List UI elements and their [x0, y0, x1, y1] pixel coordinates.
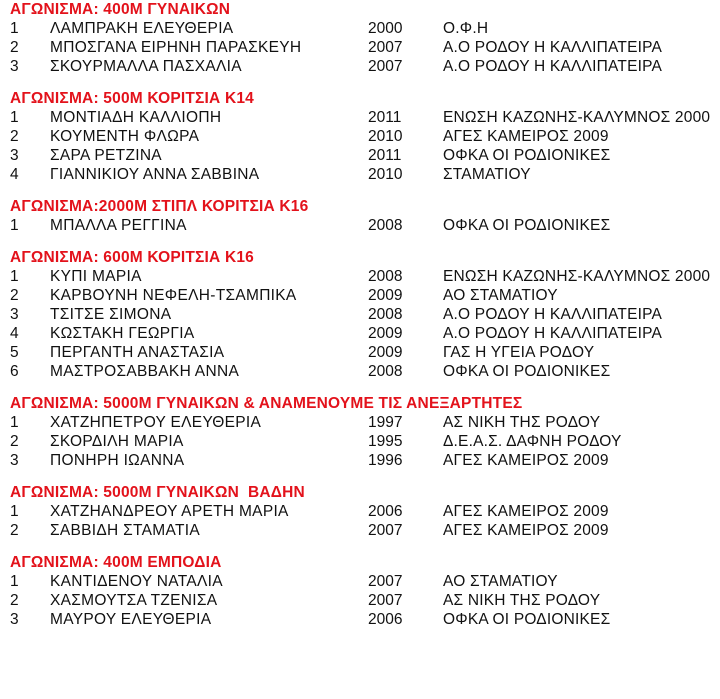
position-number: 2: [10, 522, 19, 539]
club-name: ΓΑΣ Η ΥΓΕΙΑ ΡΟΔΟΥ: [443, 344, 595, 361]
athlete-row: [10, 610, 715, 629]
club-name: ΑΓΕΣ ΚΑΜΕΙΡΟΣ 2009: [443, 452, 609, 469]
athlete-name: ΠΟΝΗΡΗ ΙΩΑΝΝΑ: [50, 452, 185, 469]
position-number: 2: [10, 39, 19, 56]
club-name: ΟΦΚΑ ΟΙ ΡΟΔΙΟΝΙΚΕΣ: [443, 611, 611, 628]
athlete-name: ΧΑΤΖΗΠΕΤΡΟΥ ΕΛΕΥΘΕΡΙΑ: [50, 414, 262, 431]
athlete-name: ΚΑΡΒΟΥΝΗ ΝΕΦΕΛΗ-ΤΣΑΜΠΙΚΑ: [50, 287, 297, 304]
athlete-name: ΚΑΝΤΙΔΕΝΟΥ ΝΑΤΑΛΙΑ: [50, 573, 223, 590]
athlete-row: [10, 127, 715, 146]
position-number: 3: [10, 147, 19, 164]
position-number: 4: [10, 325, 19, 342]
athlete-row: [10, 572, 715, 591]
event-title: ΑΓΩΝΙΣΜΑ: 400Μ ΓΥΝΑΙΚΩΝ: [10, 1, 231, 18]
event-section: [10, 0, 715, 76]
position-number: 3: [10, 452, 19, 469]
birth-year: 2007: [368, 592, 403, 609]
birth-year: 2007: [368, 522, 403, 539]
club-name: ΕΝΩΣΗ ΚΑΖΩΝΗΣ-ΚΑΛΥΜΝΟΣ 2000: [443, 268, 711, 285]
club-name: ΑΓΕΣ ΚΑΜΕΙΡΟΣ 2009: [443, 503, 609, 520]
position-number: 2: [10, 287, 19, 304]
birth-year: 2008: [368, 363, 403, 380]
club-name: ΑΓΕΣ ΚΑΜΕΙΡΟΣ 2009: [443, 522, 609, 539]
athlete-row: [10, 591, 715, 610]
athlete-row: [10, 108, 715, 127]
position-number: 1: [10, 20, 19, 37]
birth-year: 2011: [368, 109, 402, 126]
birth-year: 2006: [368, 611, 403, 628]
club-name: Α.Ο ΡΟΔΟΥ Η ΚΑΛΛΙΠΑΤΕΙΡΑ: [443, 306, 663, 323]
birth-year: 2010: [368, 166, 403, 183]
position-number: 1: [10, 414, 19, 431]
athlete-name: ΜΑΥΡΟΥ ΕΛΕΥΘΕΡΙΑ: [50, 611, 212, 628]
athlete-row: [10, 451, 715, 470]
athlete-name: ΧΑΤΖΗΑΝΔΡΕΟΥ ΑΡΕΤΗ ΜΑΡΙΑ: [50, 503, 289, 520]
club-name: ΑΣ ΝΙΚΗ ΤΗΣ ΡΟΔΟΥ: [443, 414, 601, 431]
club-name: ΟΦΚΑ ΟΙ ΡΟΔΙΟΝΙΚΕΣ: [443, 217, 611, 234]
athlete-row: [10, 57, 715, 76]
athlete-name: ΚΥΠΙ ΜΑΡΙΑ: [50, 268, 142, 285]
event-section: [10, 394, 715, 470]
birth-year: 1997: [368, 414, 403, 431]
athlete-row: [10, 343, 715, 362]
position-number: 3: [10, 58, 19, 75]
athlete-name: ΣΚΟΡΔΙΛΗ ΜΑΡΙΑ: [50, 433, 184, 450]
club-name: ΑΟ ΣΤΑΜΑΤΙΟΥ: [443, 287, 558, 304]
position-number: 3: [10, 611, 19, 628]
position-number: 1: [10, 217, 19, 234]
athlete-name: ΣΚΟΥΡΜΑΛΛΑ ΠΑΣΧΑΛΙΑ: [50, 58, 242, 75]
club-name: Α.Ο ΡΟΔΟΥ Η ΚΑΛΛΙΠΑΤΕΙΡΑ: [443, 39, 663, 56]
position-number: 2: [10, 592, 19, 609]
athlete-name: ΜΑΣΤΡΟΣΑΒΒΑΚΗ ΑΝΝΑ: [50, 363, 240, 380]
athlete-name: ΛΑΜΠΡΑΚΗ ΕΛΕΥΘΕΡΙΑ: [50, 20, 234, 37]
birth-year: 2007: [368, 573, 403, 590]
position-number: 1: [10, 503, 19, 520]
position-number: 2: [10, 128, 19, 145]
birth-year: 1996: [368, 452, 403, 469]
athlete-name: ΤΣΙΤΣΕ ΣΙΜΟΝΑ: [50, 306, 172, 323]
athlete-row: [10, 267, 715, 286]
athlete-row: [10, 286, 715, 305]
event-title: ΑΓΩΝΙΣΜΑ: 500Μ ΚΟΡΙΤΣΙΑ Κ14: [10, 90, 254, 107]
club-name: Α.Ο ΡΟΔΟΥ Η ΚΑΛΛΙΠΑΤΕΙΡΑ: [443, 325, 663, 342]
athlete-name: ΣΑΡΑ ΡΕΤΖΙΝΑ: [50, 147, 162, 164]
athlete-row: [10, 146, 715, 165]
athlete-row: [10, 19, 715, 38]
athlete-row: [10, 38, 715, 57]
birth-year: 2000: [368, 20, 403, 37]
position-number: 5: [10, 344, 19, 361]
athlete-row: [10, 165, 715, 184]
birth-year: 2009: [368, 344, 403, 361]
birth-year: 2006: [368, 503, 403, 520]
club-name: Δ.Ε.Α.Σ. ΔΑΦΝΗ ΡΟΔΟΥ: [443, 433, 622, 450]
event-section: [10, 89, 715, 184]
club-name: ΑΓΕΣ ΚΑΜΕΙΡΟΣ 2009: [443, 128, 609, 145]
event-section: [10, 197, 715, 235]
position-number: 6: [10, 363, 19, 380]
birth-year: 2009: [368, 325, 403, 342]
position-number: 1: [10, 573, 19, 590]
event-title: ΑΓΩΝΙΣΜΑ: 600Μ ΚΟΡΙΤΣΙΑ Κ16: [10, 249, 254, 266]
entry-list-document: [10, 0, 715, 629]
position-number: 2: [10, 433, 19, 450]
athlete-row: [10, 362, 715, 381]
birth-year: 2007: [368, 39, 403, 56]
athlete-name: ΠΕΡΓΑΝΤΗ ΑΝΑΣΤΑΣΙΑ: [50, 344, 225, 361]
event-title: ΑΓΩΝΙΣΜΑ: 5000Μ ΓΥΝΑΙΚΩΝ & ΑΝΑΜΕΝΟΥΜΕ ΤΙΣ ΑΝΕΞΑΡΤΗΤΕΣ: [10, 395, 523, 412]
birth-year: 2009: [368, 287, 403, 304]
event-title: ΑΓΩΝΙΣΜΑ: 5000Μ ΓΥΝΑΙΚΩΝ ΒΑΔΗΝ: [10, 484, 305, 501]
athlete-name: ΓΙΑΝΝΙΚΙΟΥ ΑΝΝΑ ΣΑΒΒΙΝΑ: [50, 166, 260, 183]
position-number: 1: [10, 109, 19, 126]
event-section: [10, 553, 715, 629]
position-number: 4: [10, 166, 19, 183]
birth-year: 2008: [368, 217, 403, 234]
athlete-row: [10, 413, 715, 432]
athlete-name: ΣΑΒΒΙΔΗ ΣΤΑΜΑΤΙΑ: [50, 522, 201, 539]
athlete-name: ΚΩΣΤΑΚΗ ΓΕΩΡΓΙΑ: [50, 325, 195, 342]
club-name: ΕΝΩΣΗ ΚΑΖΩΝΗΣ-ΚΑΛΥΜΝΟΣ 2000: [443, 109, 711, 126]
athlete-row: [10, 502, 715, 521]
athlete-row: [10, 432, 715, 451]
club-name: ΟΦΚΑ ΟΙ ΡΟΔΙΟΝΙΚΕΣ: [443, 147, 611, 164]
club-name: Α.Ο ΡΟΔΟΥ Η ΚΑΛΛΙΠΑΤΕΙΡΑ: [443, 58, 663, 75]
birth-year: 2008: [368, 306, 403, 323]
athlete-row: [10, 324, 715, 343]
birth-year: 2007: [368, 58, 403, 75]
club-name: Ο.Φ.Η: [443, 20, 489, 37]
club-name: ΣΤΑΜΑΤΙΟΥ: [443, 166, 531, 183]
position-number: 1: [10, 268, 19, 285]
event-title: ΑΓΩΝΙΣΜΑ: 400Μ ΕΜΠΟΔΙΑ: [10, 554, 222, 571]
birth-year: 1995: [368, 433, 403, 450]
event-section: [10, 248, 715, 381]
event-title: ΑΓΩΝΙΣΜΑ:2000Μ ΣΤΙΠΛ ΚΟΡΙΤΣΙΑ Κ16: [10, 198, 309, 215]
birth-year: 2008: [368, 268, 403, 285]
club-name: ΟΦΚΑ ΟΙ ΡΟΔΙΟΝΙΚΕΣ: [443, 363, 611, 380]
athlete-name: ΜΠΟΣΓΑΝΑ ΕΙΡΗΝΗ ΠΑΡΑΣΚΕΥΗ: [50, 39, 302, 56]
athlete-name: ΜΟΝΤΙΑΔΗ ΚΑΛΛΙΟΠΗ: [50, 109, 222, 126]
athlete-name: ΧΑΣΜΟΥΤΣΑ ΤΖΕΝΙΣΑ: [50, 592, 218, 609]
athlete-name: ΜΠΑΛΛΑ ΡΕΓΓΙΝΑ: [50, 217, 187, 234]
birth-year: 2010: [368, 128, 403, 145]
club-name: ΑΟ ΣΤΑΜΑΤΙΟΥ: [443, 573, 558, 590]
club-name: ΑΣ ΝΙΚΗ ΤΗΣ ΡΟΔΟΥ: [443, 592, 601, 609]
birth-year: 2011: [368, 147, 402, 164]
event-section: [10, 483, 715, 540]
athlete-row: [10, 216, 715, 235]
position-number: 3: [10, 306, 19, 323]
athlete-row: [10, 521, 715, 540]
athlete-row: [10, 305, 715, 324]
athlete-name: ΚΟΥΜΕΝΤΗ ΦΛΩΡΑ: [50, 128, 200, 145]
